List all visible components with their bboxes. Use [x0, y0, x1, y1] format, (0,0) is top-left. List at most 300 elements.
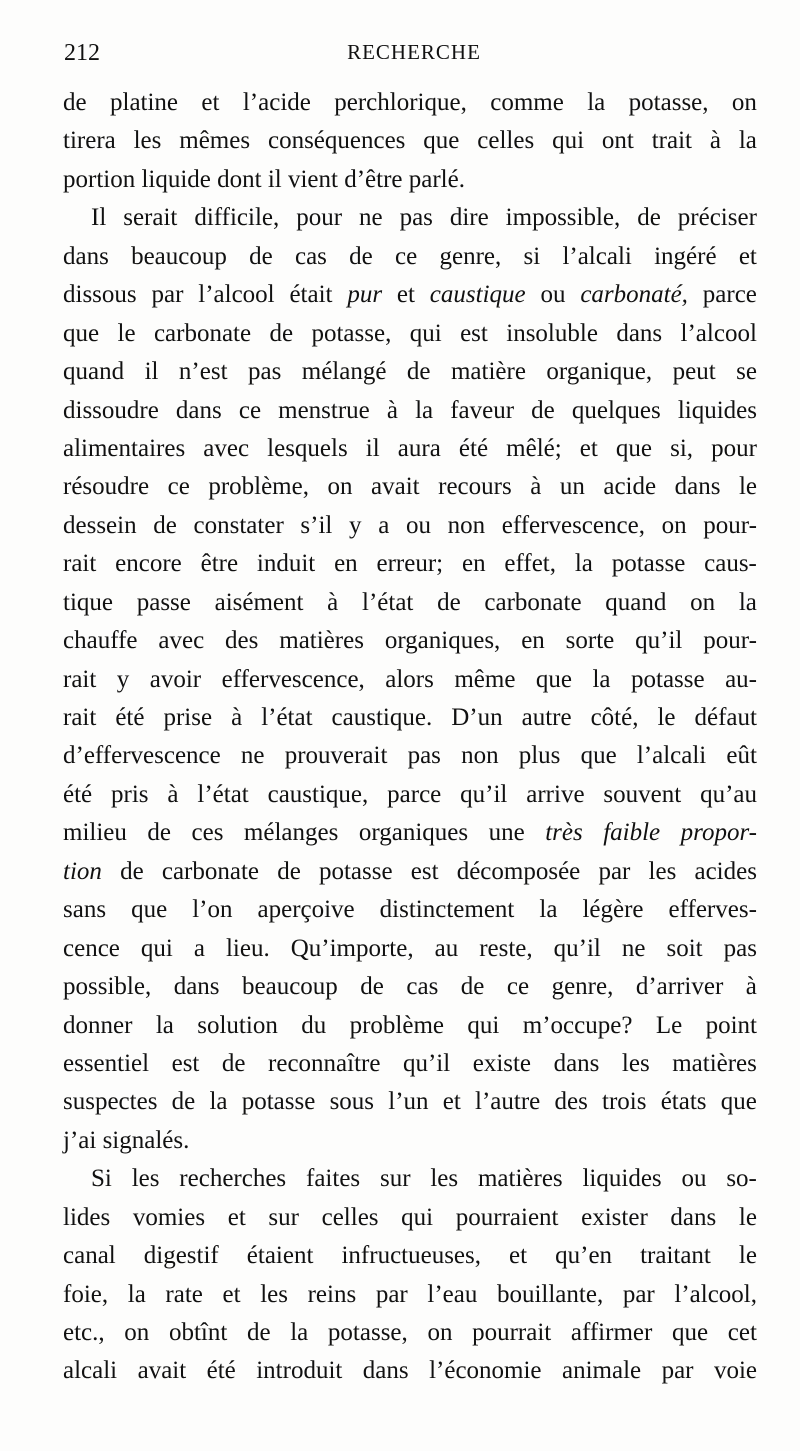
word: [248, 353, 281, 391]
word: [461, 968, 485, 1006]
word: [63, 392, 159, 430]
word-part: à: [386, 396, 398, 424]
word-part: de: [147, 819, 171, 847]
text-line: [63, 968, 757, 1006]
word-part: effervescence,: [221, 665, 365, 693]
word: [640, 1237, 711, 1275]
word-part: a: [378, 511, 390, 539]
word-part: par: [622, 1280, 655, 1308]
word: [268, 776, 369, 814]
word-part: de: [637, 204, 661, 232]
word: [403, 1045, 450, 1083]
word-part: décomposée: [456, 857, 581, 885]
word: [459, 430, 488, 468]
word-part: ingéré: [654, 242, 717, 270]
text-line: [63, 853, 757, 891]
word-part: quelques: [571, 396, 661, 424]
word: [580, 430, 598, 468]
word-part: résoudre: [63, 473, 150, 501]
word: [739, 584, 757, 622]
word: [461, 737, 499, 775]
word: [169, 1314, 227, 1352]
word: [552, 122, 584, 160]
word-part: donner: [63, 1011, 133, 1039]
word: [167, 776, 178, 814]
word-part: mélanges: [243, 819, 339, 847]
word-part: n’est: [178, 358, 228, 386]
word: [63, 584, 113, 622]
word-part: y: [349, 511, 362, 539]
word-part: une: [488, 819, 525, 847]
word: [739, 1237, 757, 1275]
text-line: [63, 1007, 757, 1045]
word: [603, 468, 656, 506]
word-part: si,: [670, 434, 694, 462]
word-part: aperçoive: [257, 896, 355, 924]
word: [128, 1276, 146, 1314]
word-part: s’il: [300, 511, 333, 539]
word-part: conséquences: [267, 127, 406, 155]
word-part: dessein: [63, 511, 137, 539]
word-part: mêlé;: [506, 434, 562, 462]
word: [63, 353, 124, 391]
text-line: [63, 584, 757, 622]
word-part: à: [231, 704, 243, 731]
word-part: so-: [726, 1165, 757, 1193]
word-part: pourrait: [472, 1319, 552, 1346]
word: [450, 392, 514, 430]
word: [448, 507, 486, 545]
word: [672, 1045, 757, 1083]
word-part: été: [206, 1357, 236, 1385]
word-part: états: [660, 1088, 707, 1116]
word-part: on: [327, 473, 353, 501]
word-part: problème,: [208, 473, 309, 501]
word: [198, 276, 274, 314]
word: [728, 1314, 757, 1352]
word: [371, 468, 420, 506]
word: [63, 1083, 157, 1121]
word-part: ne: [359, 204, 383, 232]
word: [231, 699, 242, 737]
word-part: foie,: [63, 1280, 109, 1308]
word: [443, 1083, 461, 1121]
word: [137, 584, 191, 622]
word-part: possible,: [63, 973, 152, 1001]
word: [63, 545, 96, 583]
word-part: la: [155, 1011, 174, 1039]
word-part: par: [375, 1280, 408, 1308]
word-part: y: [116, 665, 130, 693]
word: [242, 968, 338, 1006]
word: [63, 430, 185, 468]
word: [63, 814, 127, 852]
word: [63, 1237, 116, 1275]
word-part: et: [738, 242, 757, 270]
text-line: [63, 1160, 757, 1198]
word: [328, 1314, 408, 1352]
word: [179, 1160, 286, 1198]
word: [616, 430, 652, 468]
word-part: de: [269, 319, 294, 347]
word-part: lides: [63, 1203, 111, 1231]
word-part: vomies: [132, 1203, 206, 1231]
word: [291, 930, 414, 968]
text-line: [63, 199, 757, 237]
word: [366, 430, 380, 468]
word-part: animale: [561, 1357, 642, 1385]
word: [256, 1352, 342, 1390]
word-part: menstrue: [278, 396, 370, 424]
word-part: légère: [582, 896, 644, 924]
word: [244, 814, 338, 852]
text-line: [63, 1045, 757, 1083]
word-part: pris: [111, 780, 149, 808]
word-part: il: [365, 434, 380, 462]
word-part: traitant: [640, 1242, 711, 1270]
word-part: milieu: [63, 819, 127, 847]
word-part: préciser: [677, 204, 757, 232]
word-part: l’on: [192, 896, 233, 924]
text-line: [63, 1352, 757, 1390]
word-part: ce: [395, 242, 418, 270]
word-part: un: [559, 473, 585, 501]
word-part: de: [406, 358, 431, 386]
word: [360, 968, 384, 1006]
word-part: a: [193, 934, 205, 962]
word: [295, 238, 327, 276]
word-part: côté,: [590, 704, 639, 731]
word: [63, 1352, 117, 1390]
text-line: [63, 507, 757, 545]
word: [144, 1237, 219, 1275]
word: [278, 392, 370, 430]
word-part: étaient: [246, 1242, 314, 1270]
word-part: faveur: [450, 396, 515, 424]
word: [703, 276, 757, 314]
word-part: que: [423, 127, 460, 155]
word: [552, 968, 614, 1006]
word-part: avoir: [149, 665, 202, 693]
word-part: acides: [694, 857, 757, 885]
word-part: qu’au: [700, 780, 757, 808]
word-part: qu’il: [635, 627, 683, 655]
word-part: dans: [616, 319, 663, 347]
word-part: l’alcali: [562, 242, 632, 270]
word-part: de: [531, 396, 555, 424]
word: [666, 930, 702, 968]
word-part: ce: [238, 396, 262, 424]
word-part: au: [434, 934, 459, 962]
word: [63, 853, 102, 891]
word-part: infructueuses,: [341, 1242, 482, 1270]
word-part: organique,: [546, 358, 653, 386]
word-part: la: [127, 1280, 146, 1308]
word: [746, 968, 757, 1006]
word-part: constater: [193, 511, 284, 539]
word-part: dans: [362, 1357, 409, 1385]
word-part: de: [246, 1319, 271, 1346]
text-line: [63, 122, 757, 160]
word: [268, 1045, 380, 1083]
word: [519, 737, 561, 775]
word: [479, 930, 532, 968]
word: [602, 1083, 646, 1121]
word-part: celles: [321, 1203, 379, 1231]
word: [168, 468, 190, 506]
word-part: caustique,: [267, 780, 369, 808]
word: [247, 1314, 271, 1352]
word-part: la: [574, 550, 593, 578]
word: [566, 622, 615, 660]
word-part: on: [690, 588, 716, 616]
word: [63, 468, 149, 506]
word: [592, 661, 610, 699]
word: [506, 315, 598, 353]
word-part: que: [63, 319, 100, 347]
word: [63, 276, 137, 314]
word: [172, 1083, 196, 1121]
word-part: et: [442, 1088, 461, 1116]
word-part: parce: [702, 281, 757, 309]
word: [63, 84, 87, 122]
word-part: qui: [401, 1203, 434, 1231]
word: [172, 1045, 200, 1083]
word-part: dire: [449, 204, 489, 232]
word-part: reste,: [479, 934, 533, 962]
word-part: rate: [165, 1280, 203, 1308]
word-part: été: [115, 704, 145, 731]
word-part: qu’il: [553, 934, 601, 962]
word-part: de: [360, 973, 384, 1001]
word: [637, 199, 661, 237]
text-line: [63, 353, 757, 391]
word-part: passe: [136, 588, 191, 616]
word: [63, 238, 109, 276]
word-part: pour: [711, 434, 757, 462]
word: [598, 853, 630, 891]
text-line: [63, 699, 757, 737]
word: [228, 1199, 246, 1237]
word: [427, 1314, 452, 1352]
word: [506, 199, 621, 237]
word: [179, 122, 250, 160]
word-part: de: [277, 857, 301, 885]
word-part: carbonate: [161, 857, 260, 885]
word-part: distinctement: [379, 896, 515, 924]
word: [201, 84, 219, 122]
word: [332, 699, 433, 737]
word: [269, 315, 293, 353]
word-part: été: [63, 780, 93, 808]
word: [554, 930, 601, 968]
word-part: arrive: [526, 780, 585, 808]
word-part: potasse,: [327, 1319, 408, 1346]
word: [739, 1199, 757, 1237]
word-part: la: [415, 396, 434, 424]
word: [536, 661, 572, 699]
word: [554, 1045, 600, 1083]
word: [490, 84, 564, 122]
word: [290, 1314, 308, 1352]
word: [319, 853, 393, 891]
word-part: beaucoup: [242, 973, 338, 1001]
word: [711, 430, 757, 468]
word: [726, 737, 757, 775]
word-part: reconnaître: [268, 1049, 381, 1077]
word-part: alcali: [63, 1357, 118, 1385]
word: [257, 545, 315, 583]
word-part: lesquels: [267, 434, 348, 462]
word: [700, 776, 757, 814]
word: [612, 545, 686, 583]
word: [739, 468, 757, 506]
word: [703, 507, 757, 545]
word-part: défaut: [694, 704, 757, 731]
word: [540, 276, 565, 314]
word: [347, 276, 382, 314]
word: [587, 84, 605, 122]
word: [437, 584, 461, 622]
word: [554, 1083, 587, 1121]
word-part: la: [587, 89, 606, 116]
word-part: ces: [191, 819, 224, 847]
word-part: l’alcool,: [674, 1280, 757, 1308]
word-part: affirmer: [570, 1319, 653, 1346]
word-part: qui: [467, 1011, 500, 1039]
word: [397, 276, 415, 314]
word-part: si: [523, 242, 541, 270]
word: [690, 584, 715, 622]
word: [435, 930, 459, 968]
word-part: non: [447, 511, 486, 539]
word-part: de: [63, 89, 87, 116]
word-part: celles: [477, 127, 535, 155]
word: [672, 1314, 708, 1352]
word: [118, 315, 136, 353]
word: [131, 891, 167, 929]
word-part: impossible,: [505, 204, 621, 232]
word: [603, 776, 681, 814]
text-line: [63, 161, 757, 199]
word: [247, 1237, 314, 1275]
word: [670, 430, 693, 468]
word-part: on: [731, 89, 757, 116]
text-line: [63, 1237, 757, 1275]
word-part: l’état: [197, 780, 249, 808]
word: [261, 699, 312, 737]
word: [581, 737, 617, 775]
word: [380, 1160, 411, 1198]
word-part: du: [301, 1011, 327, 1039]
word-part: que: [580, 742, 617, 770]
word-part: au-: [725, 665, 757, 693]
word: [451, 699, 502, 737]
text-line: [63, 276, 757, 314]
word: [395, 238, 417, 276]
word: [603, 814, 660, 852]
word-part: les: [430, 1165, 459, 1193]
word: [203, 430, 249, 468]
word-part: effet,: [504, 550, 556, 578]
word-part: en: [521, 627, 545, 655]
word-part: rait: [63, 665, 97, 693]
page-header: [64, 40, 764, 74]
word-part: qui: [409, 319, 442, 347]
word-part: encore: [115, 550, 182, 578]
word: [267, 430, 348, 468]
word-part: l’état: [362, 588, 414, 616]
word: [63, 930, 120, 968]
word-part: obtînt: [168, 1319, 228, 1346]
word-part: potasse: [631, 665, 705, 693]
word: [545, 814, 583, 852]
word: [192, 891, 232, 929]
word-part: est: [460, 319, 488, 347]
word-part: ce: [167, 473, 190, 501]
word: [637, 737, 706, 775]
word-part: chauffe: [63, 627, 138, 655]
word: [726, 1160, 757, 1198]
word: [249, 238, 273, 276]
word-part: de: [349, 242, 373, 270]
word: [327, 584, 338, 622]
word-part: le: [738, 1203, 757, 1231]
word: [581, 1199, 648, 1237]
word-part: potasse,: [628, 89, 709, 116]
word: [473, 1045, 531, 1083]
word: [562, 1352, 641, 1390]
text-line: [63, 930, 757, 968]
word: [63, 891, 106, 929]
word: [662, 507, 687, 545]
word: [63, 1045, 149, 1083]
word: [674, 1276, 757, 1314]
word-part: ne: [240, 742, 265, 770]
word: [380, 891, 515, 929]
word: [176, 392, 222, 430]
word-part: par: [151, 281, 184, 309]
word-part: pourraient: [455, 1203, 559, 1231]
word: [376, 1276, 408, 1314]
word: [268, 1199, 299, 1237]
word: [63, 315, 99, 353]
word-part: de: [153, 511, 177, 539]
word: [207, 1352, 236, 1390]
word: [622, 930, 646, 968]
word-part: à: [327, 588, 339, 616]
word: [226, 930, 270, 968]
word-part: dissoudre: [63, 396, 159, 424]
word-part: l’alcool: [198, 281, 275, 309]
word-part: avec: [158, 627, 205, 655]
word-part: matières: [477, 1165, 563, 1193]
word: [521, 622, 545, 660]
text-line: [63, 622, 757, 660]
word-part: canal: [63, 1242, 116, 1270]
word-part: être: [200, 550, 239, 578]
word: [306, 1160, 360, 1198]
word-part: les: [131, 1165, 160, 1193]
word-part: autre: [521, 704, 572, 731]
word: [362, 584, 413, 622]
word-part: l’eau: [427, 1280, 478, 1308]
word-part: cet: [727, 1319, 757, 1346]
word-part: que: [615, 434, 653, 462]
word: [454, 661, 515, 699]
word: [562, 238, 631, 276]
word: [63, 776, 92, 814]
